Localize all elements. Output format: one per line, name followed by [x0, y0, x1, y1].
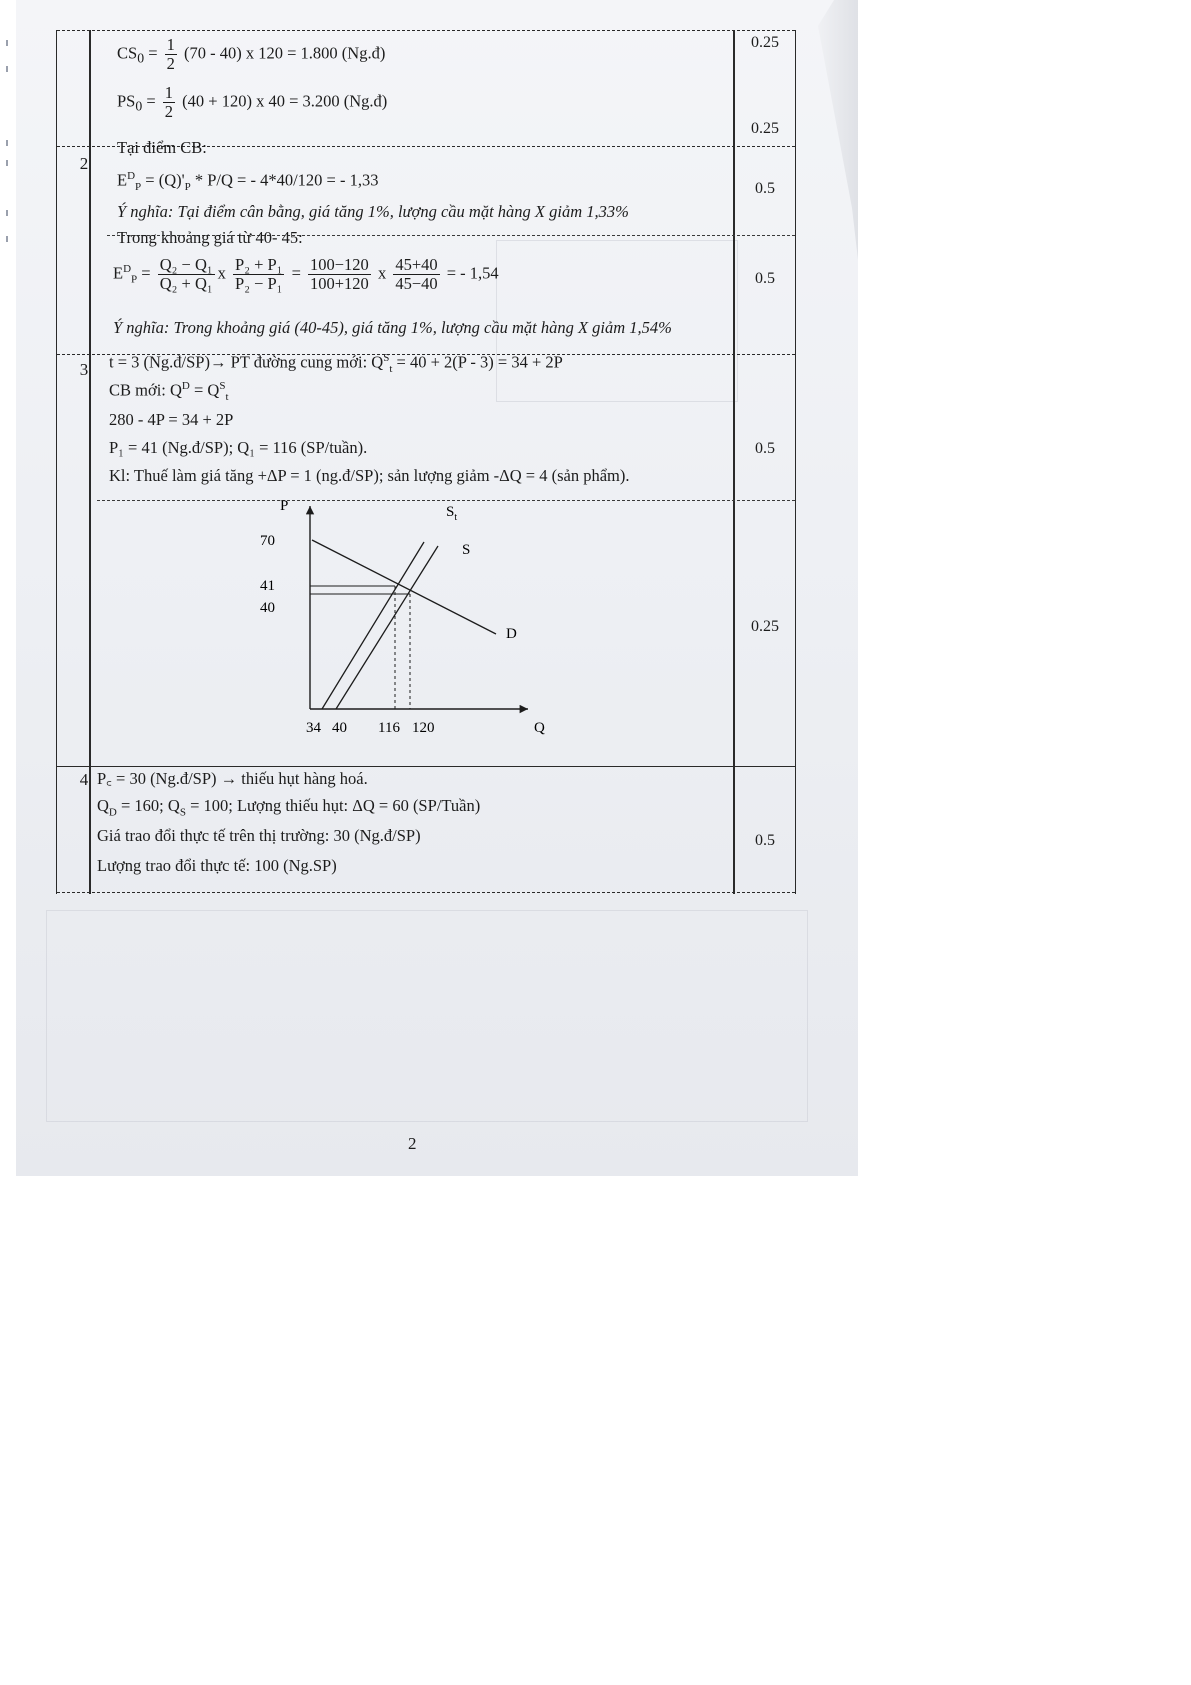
binding-mark [6, 66, 8, 72]
new-equilibrium-line: CB mới: $Q^D = Q^S_t$ [109, 380, 229, 403]
question-number: 4 [79, 770, 89, 789]
score-value: 0.5 [755, 270, 775, 287]
consumer-surplus-formula: $CS_0$ = $\frac{1}{2}$ (70 - 40) x 120 = 1.800 (Ng.đ) [117, 35, 386, 73]
demand-label: D [506, 626, 517, 642]
equilibrium-result: P₁ = 41 (Ng.đ/SP); Q₁ = 116 (SP/tuần). [109, 438, 368, 457]
binding-mark [6, 40, 8, 46]
binding-mark [6, 210, 8, 216]
score-value: 0.25 [751, 34, 779, 51]
page-number: 2 [408, 1134, 417, 1153]
supply-tax-label: $S_t$ [446, 504, 458, 523]
equilibrium-title: Tại điểm CB: [117, 138, 207, 157]
question-number: 3 [79, 360, 89, 379]
answer-table [56, 30, 796, 894]
row-divider [57, 892, 795, 893]
new-supply-equation: t = 3 (Ng.đ/SP)→ PT đường cung mới: $Q^S_t = 40 + 2(P - 3) = 34 + 2P$ [109, 352, 563, 375]
meaning-text: Ý nghĩa: Tại điểm cân bằng, giá tăng 1%, lượng cầu mặt hàng X giảm 1,33% [117, 202, 629, 221]
actual-quantity-line: Lượng trao đổi thực tế: 100 (Ng.SP) [97, 856, 337, 875]
y-tick-41: 41 [260, 578, 275, 594]
question-number: 2 [79, 154, 89, 173]
x-axis-label: Q [534, 720, 545, 736]
arc-elasticity-formula: $E^D_P$ = $\frac{\text{Q₂ − Q₁}}{\text{Q₂ + Q₁}}$ x $\frac{\text{P₂ + P₁}}{\text{P₂ − P₁}}$ = $\frac{100-120}{100+120}$ x $\frac{45+40}{45-40}$ = - 1,54 [113, 255, 499, 293]
y-tick-70: 70 [260, 533, 275, 549]
point-elasticity-formula: $E^D_P = (Q)'_P * P/Q$ = - 4*40/120 = - 1,33 [117, 170, 379, 193]
binding-mark [6, 140, 8, 146]
score-value: 0.25 [751, 618, 779, 635]
shortage-line: $Q_D = 160$; $Q_S = 100$; Lượng thiếu hụt: ΔQ = 60 (SP/Tuần) [97, 796, 481, 819]
column-divider [733, 30, 735, 894]
score-value: 0.25 [751, 120, 779, 137]
price-ceiling-line: P꜀ = 30 (Ng.đ/SP) → thiếu hụt hàng hoá. [97, 769, 368, 788]
supply-tax-curve [322, 542, 424, 709]
actual-price-line: Giá trao đổi thực tế trên thị trường: 30 (Ng.đ/SP) [97, 826, 421, 845]
supply-curve [336, 546, 438, 709]
x-tick-116: 116 [378, 720, 400, 736]
bleed-through-box [46, 910, 808, 1122]
x-tick-34: 34 [306, 720, 321, 736]
score-value: 0.5 [755, 832, 775, 849]
y-tick-40: 40 [260, 600, 275, 616]
supply-demand-graph [260, 498, 560, 748]
binding-mark [6, 236, 8, 242]
tax-conclusion: Kl: Thuế làm giá tăng +ΔP = 1 (ng.đ/SP); sản lượng giảm -ΔQ = 4 (sản phẩm). [109, 466, 630, 485]
meaning-text: Ý nghĩa: Trong khoảng giá (40-45), giá tăng 1%, lượng cầu mặt hàng X giảm 1,54% [113, 318, 672, 337]
score-value: 0.5 [755, 180, 775, 197]
producer-surplus-formula: $PS_0$ = $\frac{1}{2}$ (40 + 120) x 40 = 3.200 (Ng.đ) [117, 83, 388, 121]
equation-line: 280 - 4P = 34 + 2P [109, 410, 234, 429]
supply-label: S [462, 542, 471, 558]
page-edge-shadow [818, 0, 858, 260]
binding-mark [6, 160, 8, 166]
row-divider [57, 30, 795, 31]
price-range-title: Trong khoảng giá từ 40- 45: [117, 228, 303, 247]
score-value: 0.5 [755, 440, 775, 457]
y-axis-label: P [280, 498, 289, 514]
x-tick-40: 40 [332, 720, 347, 736]
x-tick-120: 120 [412, 720, 435, 736]
